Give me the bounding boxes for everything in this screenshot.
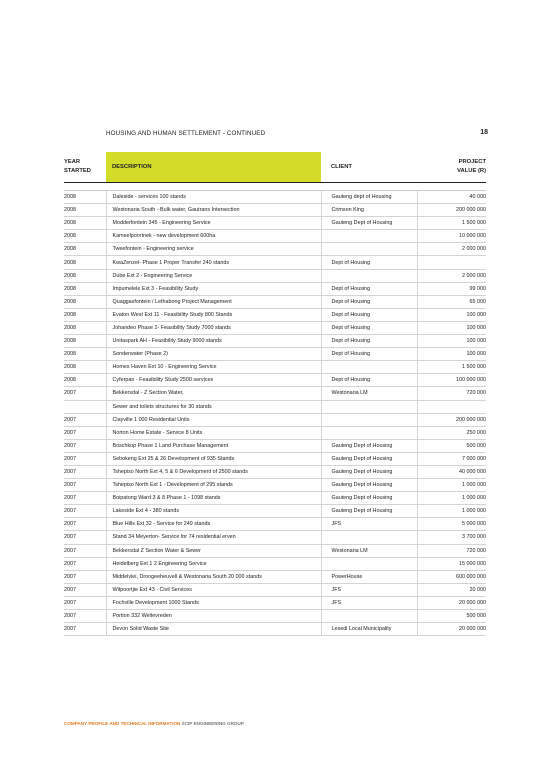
table-row (64, 413, 486, 426)
table-row (64, 400, 486, 413)
cell-description: Sewer and toilets structures for 30 stands (106, 400, 321, 413)
cell-year: 2007 (64, 426, 106, 439)
cell-description: Sonderwater (Phase 2) (106, 348, 321, 361)
cell-year: 2007 (64, 531, 106, 544)
cell-client (321, 426, 417, 439)
cell-client: Crimson King (321, 204, 417, 217)
cell-description: Fochville Development 1000 Stands (106, 596, 321, 609)
table-row (64, 256, 486, 269)
cell-client: Dept of Housing (321, 282, 417, 295)
table-row (64, 348, 486, 361)
cell-description: Clayville 1 000 Residential Units (106, 413, 321, 426)
cell-description: Quaggasfontein / Lethabong Project Management (106, 295, 321, 308)
table-row (64, 217, 486, 230)
cell-value: 1 500 000 (417, 217, 486, 230)
cell-description: Evaton West Ext 11 - Feasibility Study 800 Stands (106, 308, 321, 321)
cell-description: Sebokeng Ext 25 & 26 Development of 935 Stands (106, 452, 321, 465)
cell-value: 500 000 (417, 610, 486, 623)
table-row (64, 439, 486, 452)
cell-client (321, 610, 417, 623)
cell-client (321, 361, 417, 374)
cell-value: 100 000 (417, 348, 486, 361)
cell-value: 15 000 000 (417, 557, 486, 570)
cell-client: Dept of Housing (321, 348, 417, 361)
cell-description: Cyferpan - Feasibility Study 2500 services (106, 374, 321, 387)
table-row (64, 570, 486, 583)
cell-client: Gauteng dept of Housing (321, 191, 417, 204)
cell-description: Tshepiso North Ext 1 - Development of 295 stands (106, 479, 321, 492)
cell-description: Portion 332 Weltevreden (106, 610, 321, 623)
cell-client: JFS (321, 583, 417, 596)
column-header-client: CLIENT (321, 152, 417, 183)
cell-description: Boschkop Phase 1 Land Purchase Management (106, 439, 321, 452)
table-row (64, 295, 486, 308)
cell-description: Johandeo Phase 2- Feasibility Study 7000 stands (106, 321, 321, 334)
cell-description: Kameelpoortnek - new development 600ha (106, 230, 321, 243)
table-row (64, 361, 486, 374)
cell-value: 100 000 000 (417, 374, 486, 387)
cell-year: 2008 (64, 269, 106, 282)
cell-client (321, 413, 417, 426)
cell-description: Impumelele Ext 3 - Feasibility Study (106, 282, 321, 295)
page-header (64, 128, 488, 140)
cell-description: Norton Home Estate - Service 8 Units (106, 426, 321, 439)
table-row (64, 374, 486, 387)
cell-description: Unitaspark AH - Feasibility Study 9000 stands (106, 335, 321, 348)
cell-value (417, 400, 486, 413)
cell-value: 1 500 000 (417, 361, 486, 374)
cell-value: 65 000 (417, 295, 486, 308)
cell-value: 40 000 000 (417, 465, 486, 478)
cell-client (321, 230, 417, 243)
cell-year: 2008 (64, 243, 106, 256)
cell-value: 20 000 000 (417, 623, 486, 636)
cell-year: 2007 (64, 583, 106, 596)
cell-client: Gauteng Dept of Housing (321, 217, 417, 230)
cell-year: 2008 (64, 321, 106, 334)
cell-year: 2007 (64, 544, 106, 557)
cell-value: 1 000 000 (417, 505, 486, 518)
table-row (64, 596, 486, 609)
page-footer (64, 721, 244, 726)
cell-value: 1 000 000 (417, 479, 486, 492)
table-row (64, 269, 486, 282)
cell-value: 100 000 (417, 308, 486, 321)
column-header-year-line1: YEAR (64, 159, 81, 165)
cell-year (64, 400, 106, 413)
cell-client: Dept of Housing (321, 256, 417, 269)
cell-year: 2007 (64, 492, 106, 505)
cell-client: Gauteng Dept of Housing (321, 492, 417, 505)
cell-client (321, 557, 417, 570)
cell-year: 2008 (64, 282, 106, 295)
projects-table (64, 152, 486, 636)
cell-client: Gauteng Dept of Housing (321, 439, 417, 452)
cell-year: 2007 (64, 387, 106, 400)
cell-description: Modderfontein 345 - Engineering Service (106, 217, 321, 230)
cell-value: 10 000 000 (417, 230, 486, 243)
cell-description: Witpoortjie Ext 43 - Civil Services (106, 583, 321, 596)
table-row (64, 531, 486, 544)
table-header-row (64, 152, 486, 183)
table-row (64, 282, 486, 295)
table-row (64, 308, 486, 321)
cell-value: 20 000 000 (417, 596, 486, 609)
page-number: 18 (480, 129, 488, 136)
cell-client: PowerHouse (321, 570, 417, 583)
table-row (64, 544, 486, 557)
cell-value: 7 000 000 (417, 452, 486, 465)
cell-year: 2007 (64, 596, 106, 609)
cell-description: Blue Hills Ext 32 - Service for 249 stands (106, 518, 321, 531)
cell-value: 40 000 (417, 191, 486, 204)
section-title: HOUSING AND HUMAN SETTLEMENT - CONTINUED (106, 130, 266, 137)
cell-year: 2007 (64, 557, 106, 570)
cell-value: 2 000 000 (417, 269, 486, 282)
cell-description: Homes Haven Ext 10 - Engineering Service (106, 361, 321, 374)
column-header-description: DESCRIPTION (106, 152, 321, 183)
cell-client: Lesedi Local Municipality (321, 623, 417, 636)
column-header-value-line2: VALUE (R) (457, 168, 486, 174)
cell-year: 2007 (64, 610, 106, 623)
cell-client: Dept of Housing (321, 308, 417, 321)
cell-client (321, 531, 417, 544)
cell-value: 2 000 000 (417, 243, 486, 256)
cell-year: 2008 (64, 295, 106, 308)
table-body (64, 183, 486, 636)
column-header-year (64, 152, 106, 183)
cell-description: Stand 34 Meyerton- Service for 74 residential erven (106, 531, 321, 544)
cell-value (417, 256, 486, 269)
table-row (64, 557, 486, 570)
cell-description: Westonaria South - Bulk water, Gautrans Intersection (106, 204, 321, 217)
cell-year: 2008 (64, 361, 106, 374)
cell-client: Dept of Housing (321, 335, 417, 348)
cell-value: 720 000 (417, 544, 486, 557)
cell-year: 2008 (64, 348, 106, 361)
cell-year: 2007 (64, 452, 106, 465)
cell-year: 2008 (64, 217, 106, 230)
cell-client: JFS (321, 596, 417, 609)
cell-client (321, 400, 417, 413)
cell-year: 2007 (64, 479, 106, 492)
cell-value: 1 000 000 (417, 492, 486, 505)
table-row (64, 426, 486, 439)
cell-client: Dept of Housing (321, 374, 417, 387)
table-row (64, 465, 486, 478)
table-row (64, 505, 486, 518)
footer-company-profile: COMPANY PROFILE AND TECHNICAL INFORMATION (64, 721, 181, 726)
cell-value: 200 000 000 (417, 413, 486, 426)
table-row (64, 335, 486, 348)
cell-client (321, 243, 417, 256)
cell-year: 2008 (64, 335, 106, 348)
cell-client: Westonaria LM (321, 387, 417, 400)
cell-client: Gauteng Dept of Housing (321, 479, 417, 492)
footer-company-name: SCIP ENGINEERING GROUP (180, 721, 244, 726)
cell-client (321, 269, 417, 282)
cell-description: Bekkersdal - Z Section Water, (106, 387, 321, 400)
cell-year: 2007 (64, 570, 106, 583)
table-row (64, 387, 486, 400)
cell-client: Dept of Housing (321, 321, 417, 334)
cell-value: 5 000 000 (417, 518, 486, 531)
cell-value: 200 000 000 (417, 204, 486, 217)
cell-value: 500 000 (417, 439, 486, 452)
cell-description: Daleside - services 100 stands (106, 191, 321, 204)
cell-description: Boipatong Ward 3 & 8 Phase 1 - 1098 stands (106, 492, 321, 505)
cell-description: Tweefontein - Engineering service (106, 243, 321, 256)
cell-year: 2007 (64, 623, 106, 636)
cell-year: 2007 (64, 413, 106, 426)
table-row (64, 321, 486, 334)
table-row (64, 204, 486, 217)
cell-client: Gauteng Dept of Housing (321, 452, 417, 465)
table-row (64, 583, 486, 596)
cell-year: 2008 (64, 204, 106, 217)
table-row (64, 492, 486, 505)
cell-year: 2007 (64, 505, 106, 518)
table-row (64, 518, 486, 531)
cell-year: 2007 (64, 465, 106, 478)
column-header-year-line2: STARTED (64, 168, 91, 174)
cell-description: Dube Ext 2 - Engineering Service (106, 269, 321, 282)
cell-value: 100 000 (417, 321, 486, 334)
cell-description: KwaZenzel- Phase 1 Proper Transfer 240 stands (106, 256, 321, 269)
cell-description: Heidelberg Ext 1 2 Engineering Service (106, 557, 321, 570)
table-row (64, 243, 486, 256)
cell-client: Gauteng Dept of Housing (321, 465, 417, 478)
cell-client: JFS (321, 518, 417, 531)
cell-client: Gauteng Dept of Housing (321, 505, 417, 518)
cell-description: Middelvlei, Droogeeheuvell & Westonaria South 20 000 stands (106, 570, 321, 583)
cell-year: 2007 (64, 518, 106, 531)
cell-value: 20 000 (417, 583, 486, 596)
table-row (64, 230, 486, 243)
cell-description: Tshepiso North Ext 4, 5 & 6 Development of 2500 stands (106, 465, 321, 478)
cell-description: Lakeside Ext 4 - 380 stands (106, 505, 321, 518)
cell-value: 720 000 (417, 387, 486, 400)
table-spacer-row (64, 183, 486, 191)
cell-value: 99 000 (417, 282, 486, 295)
table-row (64, 452, 486, 465)
column-header-value-line1: PROJECT (458, 159, 486, 165)
cell-description: Bekkersdal Z Section Water & Sewer (106, 544, 321, 557)
cell-client: Dept of Housing (321, 295, 417, 308)
cell-client: Westonaria LM (321, 544, 417, 557)
table-row (64, 610, 486, 623)
cell-description: Devon Solid Waste Site (106, 623, 321, 636)
table-row (64, 479, 486, 492)
cell-year: 2008 (64, 191, 106, 204)
cell-year: 2007 (64, 439, 106, 452)
column-header-value (417, 152, 486, 183)
cell-year: 2008 (64, 256, 106, 269)
cell-year: 2008 (64, 308, 106, 321)
cell-value: 3 700 000 (417, 531, 486, 544)
cell-year: 2008 (64, 230, 106, 243)
cell-value: 250 000 (417, 426, 486, 439)
cell-year: 2008 (64, 374, 106, 387)
table-row (64, 191, 486, 204)
table-row (64, 623, 486, 636)
cell-value: 600 000 000 (417, 570, 486, 583)
cell-value: 100 000 (417, 335, 486, 348)
